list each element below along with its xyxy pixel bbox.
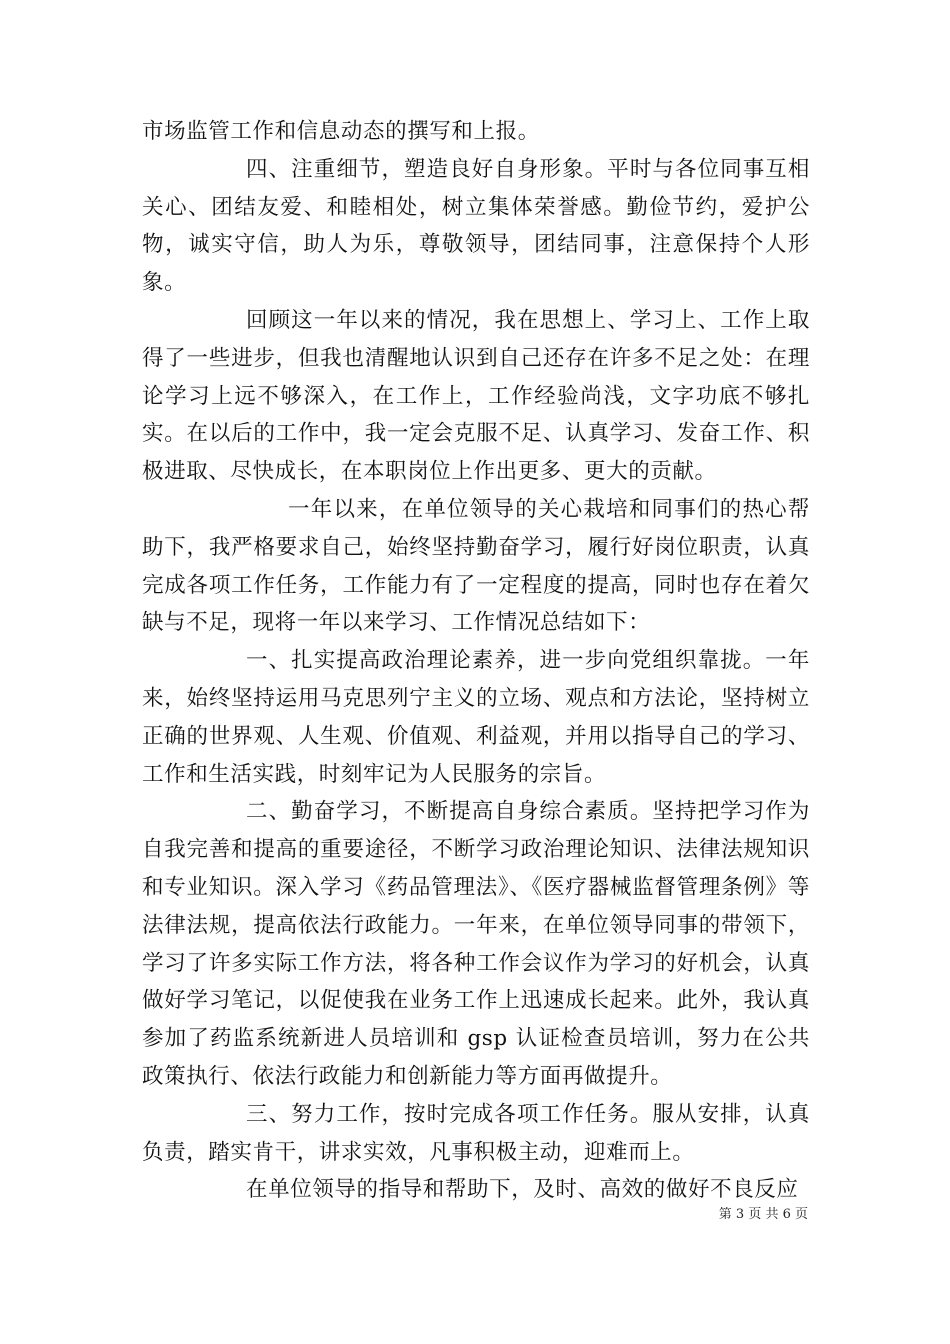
paragraph-review: 回顾这一年以来的情况，我在思想上、学习上、工作上取得了一些进步，但我也清醒地认识到自己还存在许多不足之处：在理论学习上远不够深入，在工作上，工作经验尚浅，文字功底不够扎实。在以后的工作中，我一定会克服不足、认真学习、发奋工作、积极进取、尽快成长，在本职岗位上作出更多、更大的贡献。 [142, 307, 810, 485]
paragraph-adverse-reaction: 在单位领导的指导和帮助下，及时、高效的做好不良反应 [246, 1177, 799, 1203]
paragraph-section-three: 三、努力工作，按时完成各项工作任务。服从安排，认真负责，踏实肯干，讲求实效，凡事积极主动，迎难而上。 [142, 1101, 810, 1165]
paragraph-summary-intro: 一年以来，在单位领导的关心栽培和同事们的热心帮助下，我严格要求自己，始终坚持勤奋学习，履行好岗位职责，认真完成各项工作任务，工作能力有了一定程度的提高，同时也存在着欠缺与不足，现将一年以来学习、工作情况总结如下： [142, 496, 810, 636]
paragraph-continuation: 市场监管工作和信息动态的撰写和上报。 [142, 119, 540, 144]
paragraph-section-one: 一、扎实提高政治理论素养，进一步向党组织靠拢。一年来，始终坚持运用马克思列宁主义的立场、观点和方法论，坚持树立正确的世界观、人生观、价值观、利益观，并用以指导自己的学习、工作和生活实践，时刻牢记为人民服务的宗旨。 [142, 648, 810, 787]
document-body [142, 113, 810, 1209]
paragraph-section-two: 二、勤奋学习，不断提高自身综合素质。坚持把学习作为自我完善和提高的重要途径，不断学习政治理论知识、法律法规知识和专业知识。深入学习《药品管理法》、《医疗器械监督管理条例》等法律法规，提高依法行政能力。一年来，在单位领导同事的带领下，学习了许多实际工作方法，将各种工作会议作为学习的好机会，认真做好学习笔记，以促使我在业务工作上迅速成长起来。此外，我认真参加了药监系统新进人员培训和 gsp 认证检查员培训，努力在公共政策执行、依法行政能力和创新能力等方面再做提升。 [142, 799, 810, 1089]
page-number: 第 3 页 共 6 页 [718, 1207, 808, 1222]
paragraph-section-four: 四、注重细节，塑造良好自身形象。平时与各位同事互相关心、团结友爱、和睦相处，树立集体荣誉感。勤俭节约，爱护公物，诚实守信，助人为乐，尊敬领导，团结同事，注意保持个人形象。 [142, 156, 810, 296]
